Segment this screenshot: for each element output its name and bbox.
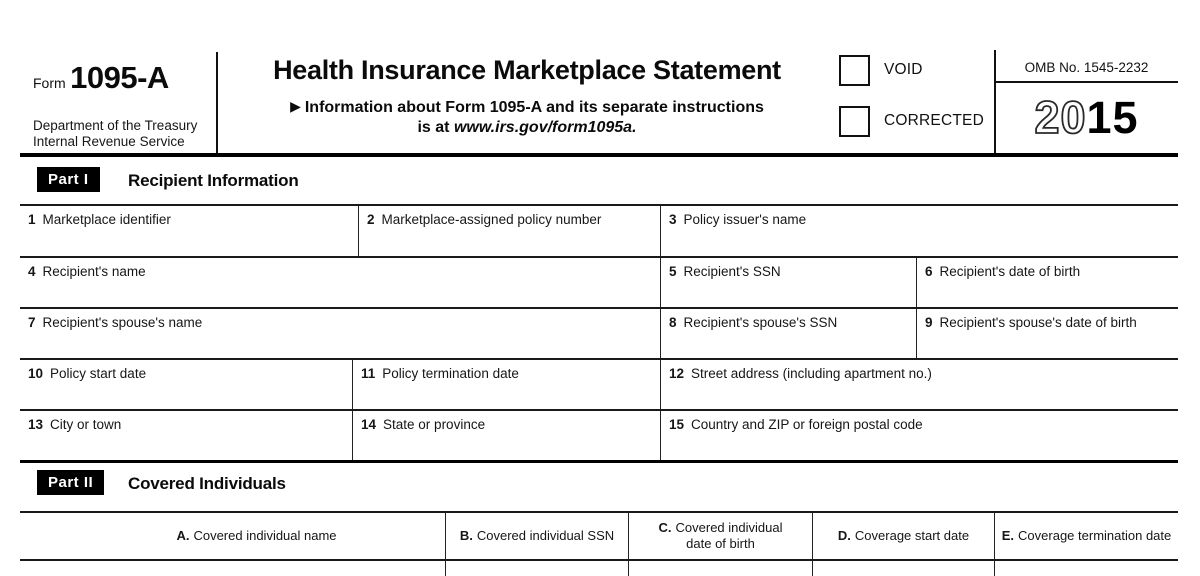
part2-title: Covered Individuals [128,474,286,493]
field-label: Recipient's name [42,264,146,279]
column-letter: B. [459,528,473,543]
field-1-marketplace-identifier[interactable] [20,206,358,256]
title-block [217,55,837,138]
field-label: Policy start date [50,366,147,381]
table-row [20,409,1178,460]
field-label: Marketplace identifier [42,212,171,227]
part1-bottom-rule [20,460,1178,463]
omb-underline [995,81,1178,83]
corrected-checkbox[interactable] [839,106,870,137]
field-label: Policy termination date [382,366,519,381]
field-9-spouse-dob[interactable] [916,309,1178,358]
field-4-recipient-name[interactable] [20,258,660,307]
subtitle-line1: Information about Form 1095-A and its separate instructions [304,99,764,116]
agency-block [33,118,218,150]
field-label: Recipient's SSN [683,264,781,279]
field-label: Recipient's spouse's name [42,315,203,330]
field-number: 11 [361,366,376,381]
part2-badge: Part II [37,470,104,495]
column-letter: D. [837,528,851,543]
data-cell-c[interactable] [628,561,812,576]
covered-individual-data-row [20,559,1178,576]
field-number: 9 [925,315,933,330]
field-11-policy-termination-date[interactable] [352,360,660,409]
column-label: Coverage start date [854,528,970,543]
field-label: Street address (including apartment no.) [691,366,932,381]
column-label-line2: date of birth [686,536,755,551]
column-header-a [20,513,445,559]
column-letter: C. [658,520,672,535]
part1-badge: Part I [37,167,100,192]
column-header-d [812,513,994,559]
column-header-b [445,513,628,559]
table-row [20,256,1178,307]
column-letter: A. [176,528,190,543]
agency-line-2: Internal Revenue Service [33,134,185,149]
field-number: 6 [925,264,933,279]
field-14-state-or-province[interactable] [352,411,660,460]
field-15-country-zip[interactable] [660,411,1178,460]
field-label: Recipient's date of birth [939,264,1081,279]
omb-number: OMB No. 1545-2232 [1024,60,1149,75]
data-cell-b[interactable] [445,561,628,576]
field-10-policy-start-date[interactable] [20,360,352,409]
field-number: 8 [669,315,677,330]
tax-year-solid: 15 [1086,92,1139,143]
subtitle-url: www.irs.gov/form1095a. [453,119,637,136]
data-cell-e[interactable] [994,561,1178,576]
table-row [20,307,1178,358]
form-title: Health Insurance Marketplace Statement [273,55,781,85]
field-number: 5 [669,264,677,279]
pointer-arrow-icon: ▶ [290,98,301,114]
field-number: 15 [669,417,685,432]
agency-line-1: Department of the Treasury [33,118,198,133]
field-3-policy-issuer-name[interactable] [660,206,1178,256]
field-label: Recipient's spouse's SSN [683,315,838,330]
field-label: Country and ZIP or foreign postal code [691,417,923,432]
field-number: 10 [28,366,44,381]
field-label: City or town [50,417,122,432]
column-header-c [628,513,812,559]
field-number: 4 [28,264,36,279]
field-2-policy-number[interactable] [358,206,660,256]
column-letter: E. [1001,528,1015,543]
field-number: 2 [367,212,375,227]
void-checkbox[interactable] [839,55,870,86]
field-number: 14 [361,417,377,432]
field-8-spouse-ssn[interactable] [660,309,916,358]
field-label: Marketplace-assigned policy number [381,212,602,227]
field-number: 1 [28,212,36,227]
form-number: 1095-A [70,60,169,95]
field-6-recipient-dob[interactable] [916,258,1178,307]
part1-title: Recipient Information [128,171,299,190]
data-cell-a[interactable] [20,561,445,576]
void-label: VOID [884,61,923,78]
column-label: Covered individual name [193,528,337,543]
subtitle-line2-prefix: is at [417,119,454,136]
form-word-label: Form [33,75,66,91]
corrected-label: CORRECTED [884,112,984,129]
field-label: State or province [383,417,486,432]
field-number: 3 [669,212,677,227]
covered-individuals-header-row [20,513,1178,559]
tax-year [995,92,1178,144]
field-7-spouse-name[interactable] [20,309,660,358]
field-5-recipient-ssn[interactable] [660,258,916,307]
tax-year-outline: 20 [1034,92,1087,143]
form-subtitle [217,97,837,138]
covered-individuals-table [20,511,1178,576]
field-label: Recipient's spouse's date of birth [939,315,1137,330]
field-13-city-or-town[interactable] [20,411,352,460]
recipient-information-table [20,204,1178,460]
field-number: 7 [28,315,36,330]
form-id-block [33,60,213,96]
field-number: 13 [28,417,44,432]
field-number: 12 [669,366,685,381]
data-cell-d[interactable] [812,561,994,576]
header-bottom-rule [20,153,1178,157]
column-label: Covered individual SSN [476,528,615,543]
table-row [20,206,1178,256]
field-12-street-address[interactable] [660,360,1178,409]
table-row [20,358,1178,409]
column-label: Coverage termination date [1018,528,1172,543]
column-label: Covered individual [675,520,783,535]
field-label: Policy issuer's name [683,212,807,227]
column-header-e [994,513,1178,559]
